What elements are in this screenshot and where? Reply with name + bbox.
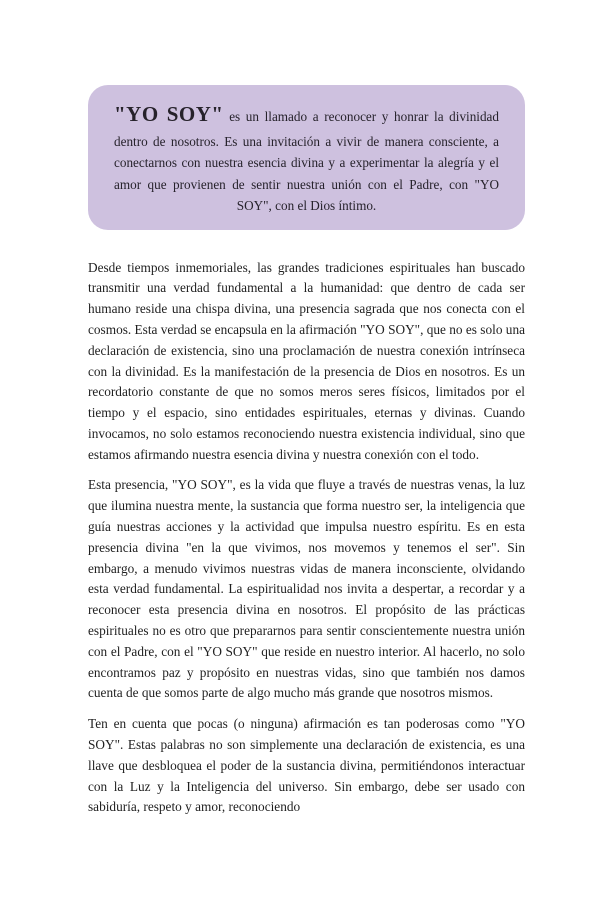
paragraph-2: Esta presencia, "YO SOY", es la vida que fluye a través de nuestras venas, la luz que ilumina nuestra mente, la sustancia que forma nuestro ser, la inteligencia que guía nuestras acciones y la actividad que impulsa nuestro espíritu. Es en esta presencia divina "en la que vivimos, nos movemos y tenemos el ser". Sin embargo, a menudo vivimos nuestras vidas de manera inconsciente, olvidando esta verdad fundamental. La espiritualidad nos invita a despertar, a recordar y a reconocer esta presencia divina en nosotros. El propósito de las prácticas espirituales no es otro que prepararnos para sentir conscientemente nuestra unión con el Padre, con el "YO SOY" que reside en nuestro interior. Al hacerlo, no solo encontramos paz y propósito en nuestras vidas, sino que también nos damos cuenta de que somos parte de algo mucho más grande que nosotros mismos. [88, 477, 525, 701]
quote-lead: "YO SOY" [114, 102, 224, 126]
quote-text [114, 97, 499, 217]
paragraph-1: Desde tiempos inmemoriales, las grandes tradiciones espirituales han buscado transmitir una verdad fundamental a la humanidad: que dentro de cada ser humano reside una chispa divina, una presencia sagrada que nos conecta con el cosmos. Esta verdad se encapsula en la afirmación "YO SOY", que no es solo una declaración de existencia, sino una proclamación de nuestra conexión intrínseca con la divinidad. Es la manifestación de la presencia de Dios en nosotros. Es un recordatorio constante de que no somos meros seres físicos, limitados por el tiempo y el espacio, sino entidades espirituales, eternas y divinas. Cuando invocamos, no solo estamos reconociendo nuestra existencia individual, sino que estamos afirmando nuestra esencia divina y nuestra conexión con el todo. [88, 259, 525, 462]
quote-body: es un llamado a reconocer y honrar la divinidad dentro de nosotros. Es una invitación a vivir de manera consciente, a conectarnos con nuestra esencia divina y a experimentar la alegría y el amor que provienen de sentir nuestra unión con el Padre, con "YO SOY", con el Dios íntimo. [114, 109, 499, 214]
quote-box [88, 85, 525, 230]
page-body [88, 258, 525, 819]
paragraph-3: Ten en cuenta que pocas (o ninguna) afirmación es tan poderosas como "YO SOY". Estas palabras no son simplemente una declaración de existencia, es una llave que desbloquea el poder de la sustancia divina, permitiéndonos interactuar con la Luz y la Inteligencia del universo. Sin embargo, debe ser usado con sabiduría, respeto y amor, reconociendo [88, 716, 525, 815]
